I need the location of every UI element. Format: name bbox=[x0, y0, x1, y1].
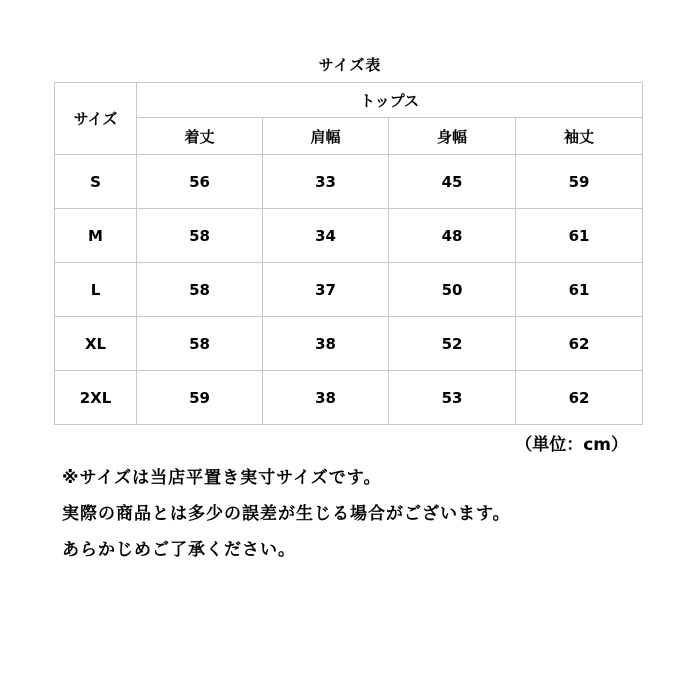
size-column-header: サイズ bbox=[55, 83, 137, 155]
table-cell: 53 bbox=[389, 371, 516, 425]
page-title: サイズ表 bbox=[318, 56, 382, 74]
size-label: 2XL bbox=[55, 371, 137, 425]
unit-note: （単位：cm） bbox=[515, 435, 628, 455]
table-row bbox=[55, 155, 643, 209]
group-header: トップス bbox=[137, 83, 643, 118]
note-line: あらかじめご了承ください。 bbox=[62, 540, 296, 560]
table-cell: 33 bbox=[263, 155, 389, 209]
size-label: S bbox=[55, 155, 137, 209]
size-table bbox=[54, 82, 643, 425]
table-header-row bbox=[55, 83, 643, 118]
table-cell: 45 bbox=[389, 155, 516, 209]
table-cell: 34 bbox=[263, 209, 389, 263]
table-row bbox=[55, 263, 643, 317]
notes bbox=[62, 460, 682, 568]
table-cell: 62 bbox=[516, 371, 643, 425]
table-cell: 59 bbox=[516, 155, 643, 209]
table-cell: 56 bbox=[137, 155, 263, 209]
table-cell: 48 bbox=[389, 209, 516, 263]
table-cell: 61 bbox=[516, 209, 643, 263]
table-cell: 58 bbox=[137, 317, 263, 371]
note-line: 実際の商品とは多少の誤差が生じる場合がございます。 bbox=[62, 504, 511, 524]
table-row bbox=[55, 371, 643, 425]
table-row bbox=[55, 209, 643, 263]
table-cell: 50 bbox=[389, 263, 516, 317]
size-label: L bbox=[55, 263, 137, 317]
table-cell: 38 bbox=[263, 317, 389, 371]
size-label: XL bbox=[55, 317, 137, 371]
column-header-length: 着丈 bbox=[137, 118, 263, 155]
size-label: M bbox=[55, 209, 137, 263]
table-subheader-row bbox=[55, 118, 643, 155]
note-line: ※サイズは当店平置き実寸サイズです。 bbox=[62, 468, 382, 488]
table-cell: 59 bbox=[137, 371, 263, 425]
column-header-shoulder: 肩幅 bbox=[263, 118, 389, 155]
table-cell: 37 bbox=[263, 263, 389, 317]
table-cell: 38 bbox=[263, 371, 389, 425]
column-header-chest: 身幅 bbox=[389, 118, 516, 155]
column-header-sleeve: 袖丈 bbox=[516, 118, 643, 155]
table-cell: 62 bbox=[516, 317, 643, 371]
table-cell: 58 bbox=[137, 209, 263, 263]
table-cell: 52 bbox=[389, 317, 516, 371]
table-row bbox=[55, 317, 643, 371]
table-cell: 58 bbox=[137, 263, 263, 317]
table-cell: 61 bbox=[516, 263, 643, 317]
